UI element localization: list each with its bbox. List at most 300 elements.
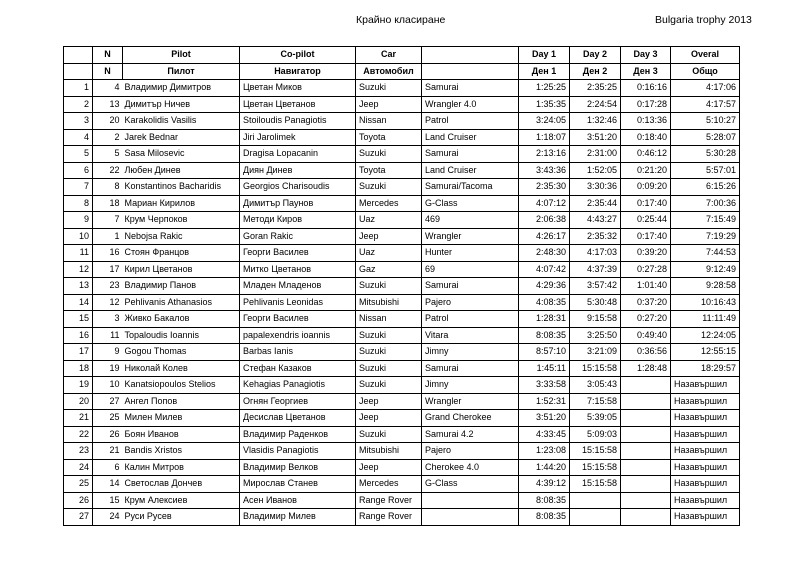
cell-car-make: Range Rover — [356, 509, 422, 526]
cell-pilot: Живко Бакалов — [123, 311, 240, 328]
cell-day2: 3:30:36 — [570, 179, 621, 196]
cell-day1: 4:39:12 — [519, 476, 570, 493]
cell-copilot: papalexendris ioannis — [240, 327, 356, 344]
cell-copilot: Goran Rakic — [240, 228, 356, 245]
cell-day1: 4:29:36 — [519, 278, 570, 295]
cell-car-make: Uaz — [356, 212, 422, 229]
cell-day2: 3:21:09 — [570, 344, 621, 361]
header-model — [422, 47, 519, 64]
cell-day2: 5:39:05 — [570, 410, 621, 427]
cell-car-model: 69 — [422, 261, 519, 278]
cell-pilot: Любен Динев — [123, 162, 240, 179]
cell-position: 23 — [64, 443, 93, 460]
cell-overall: Назавършил — [671, 377, 740, 394]
cell-copilot: Стефан Казаков — [240, 360, 356, 377]
cell-overall: 12:55:15 — [671, 344, 740, 361]
header-day2-bg: Ден 2 — [570, 63, 621, 80]
cell-car-model: Samurai — [422, 278, 519, 295]
cell-car-model: Wrangler — [422, 393, 519, 410]
table-row — [64, 410, 740, 427]
cell-car-model: Patrol — [422, 311, 519, 328]
table-row — [64, 377, 740, 394]
cell-day3: 1:01:40 — [621, 278, 671, 295]
cell-number: 26 — [93, 426, 123, 443]
cell-number: 11 — [93, 327, 123, 344]
cell-day1: 2:48:30 — [519, 245, 570, 262]
cell-overall: 7:15:49 — [671, 212, 740, 229]
cell-day2: 15:15:58 — [570, 443, 621, 460]
cell-car-make: Uaz — [356, 245, 422, 262]
cell-day2: 9:15:58 — [570, 311, 621, 328]
cell-overall: 18:29:57 — [671, 360, 740, 377]
cell-day3: 0:36:56 — [621, 344, 671, 361]
cell-car-make: Suzuki — [356, 146, 422, 163]
cell-number: 12 — [93, 294, 123, 311]
cell-number: 4 — [93, 80, 123, 97]
cell-day1: 3:24:05 — [519, 113, 570, 130]
cell-car-model: Samurai/Tacoma — [422, 179, 519, 196]
header-day3: Day 3 — [621, 47, 671, 64]
cell-pilot: Николай Колев — [123, 360, 240, 377]
cell-copilot: Владимир Раденков — [240, 426, 356, 443]
cell-day2: 3:51:20 — [570, 129, 621, 146]
cell-copilot: Barbas Ianis — [240, 344, 356, 361]
cell-day3 — [621, 410, 671, 427]
cell-car-model: Samurai — [422, 80, 519, 97]
cell-overall: Назавършил — [671, 459, 740, 476]
cell-day2: 4:17:03 — [570, 245, 621, 262]
cell-car-make: Nissan — [356, 113, 422, 130]
cell-number: 5 — [93, 146, 123, 163]
header-day1: Day 1 — [519, 47, 570, 64]
cell-car-model: Samurai — [422, 360, 519, 377]
cell-car-make: Jeep — [356, 96, 422, 113]
cell-day1: 4:07:42 — [519, 261, 570, 278]
cell-day1: 3:33:58 — [519, 377, 570, 394]
cell-car-model: Hunter — [422, 245, 519, 262]
table-row — [64, 129, 740, 146]
cell-position: 22 — [64, 426, 93, 443]
table-row — [64, 509, 740, 526]
cell-day3: 0:39:20 — [621, 245, 671, 262]
cell-day1: 2:06:38 — [519, 212, 570, 229]
cell-day3: 0:25:44 — [621, 212, 671, 229]
cell-pilot: Кирил Цветанов — [123, 261, 240, 278]
table-row — [64, 261, 740, 278]
cell-pilot: Nebojsa Rakic — [123, 228, 240, 245]
cell-number: 15 — [93, 492, 123, 509]
cell-car-model: G-Class — [422, 476, 519, 493]
table-row — [64, 80, 740, 97]
cell-number: 20 — [93, 113, 123, 130]
cell-pilot: Калин Митров — [123, 459, 240, 476]
cell-pilot: Sasa Milosevic — [123, 146, 240, 163]
table-row — [64, 476, 740, 493]
table-row — [64, 162, 740, 179]
table-row — [64, 443, 740, 460]
cell-day1: 1:23:08 — [519, 443, 570, 460]
cell-car-make: Suzuki — [356, 360, 422, 377]
cell-overall: Назавършил — [671, 509, 740, 526]
cell-car-make: Suzuki — [356, 278, 422, 295]
cell-number: 22 — [93, 162, 123, 179]
table-row — [64, 195, 740, 212]
cell-day2: 15:15:58 — [570, 476, 621, 493]
page-title: Крайно класиране — [356, 14, 446, 26]
cell-day2: 2:35:44 — [570, 195, 621, 212]
cell-position: 9 — [64, 212, 93, 229]
cell-pilot: Боян Иванов — [123, 426, 240, 443]
cell-pilot: Владимир Димитров — [123, 80, 240, 97]
cell-day1: 4:08:35 — [519, 294, 570, 311]
cell-overall: 5:28:07 — [671, 129, 740, 146]
header-overall: Overal — [671, 47, 740, 64]
cell-number: 1 — [93, 228, 123, 245]
cell-day1: 3:43:36 — [519, 162, 570, 179]
table-row — [64, 327, 740, 344]
cell-position: 5 — [64, 146, 93, 163]
cell-day2 — [570, 509, 621, 526]
cell-car-make: Toyota — [356, 162, 422, 179]
cell-number: 8 — [93, 179, 123, 196]
cell-pilot: Jarek Bednar — [123, 129, 240, 146]
cell-car-make: Gaz — [356, 261, 422, 278]
cell-car-model: Wrangler — [422, 228, 519, 245]
cell-copilot: Диян Динев — [240, 162, 356, 179]
cell-day3 — [621, 377, 671, 394]
header-n: N — [93, 47, 123, 64]
cell-day2: 7:15:58 — [570, 393, 621, 410]
cell-copilot: Владимир Милев — [240, 509, 356, 526]
cell-overall: 9:28:58 — [671, 278, 740, 295]
cell-car-model: Patrol — [422, 113, 519, 130]
cell-pilot: Мариан Кирилов — [123, 195, 240, 212]
cell-day3 — [621, 476, 671, 493]
cell-overall: 11:11:49 — [671, 311, 740, 328]
cell-car-model: Samurai — [422, 146, 519, 163]
cell-day3: 0:49:40 — [621, 327, 671, 344]
cell-copilot: Владимир Велков — [240, 459, 356, 476]
cell-car-make: Suzuki — [356, 426, 422, 443]
cell-day2: 4:43:27 — [570, 212, 621, 229]
table-row — [64, 228, 740, 245]
table-row — [64, 278, 740, 295]
cell-day1: 8:08:35 — [519, 327, 570, 344]
cell-position: 21 — [64, 410, 93, 427]
header-day3-bg: Ден 3 — [621, 63, 671, 80]
cell-day3: 1:28:48 — [621, 360, 671, 377]
cell-number: 10 — [93, 377, 123, 394]
cell-car-make: Suzuki — [356, 80, 422, 97]
cell-day1: 8:08:35 — [519, 509, 570, 526]
table-row — [64, 179, 740, 196]
cell-pilot: Крум Черпоков — [123, 212, 240, 229]
table-row — [64, 245, 740, 262]
cell-day3: 0:17:28 — [621, 96, 671, 113]
cell-car-make: Jeep — [356, 410, 422, 427]
header-day1-bg: Ден 1 — [519, 63, 570, 80]
cell-day2: 3:25:50 — [570, 327, 621, 344]
header-copilot-bg: Навигатор — [240, 63, 356, 80]
cell-pilot: Bandis Xristos — [123, 443, 240, 460]
cell-overall: 9:12:49 — [671, 261, 740, 278]
cell-copilot: Димитър Паунов — [240, 195, 356, 212]
cell-day2: 2:24:54 — [570, 96, 621, 113]
header-n-bg: N — [93, 63, 123, 80]
cell-pilot: Pehlivanis Athanasios — [123, 294, 240, 311]
cell-pilot: Topaloudis Ioannis — [123, 327, 240, 344]
cell-pilot: Димитър Ничев — [123, 96, 240, 113]
table-row — [64, 113, 740, 130]
cell-day2: 2:35:25 — [570, 80, 621, 97]
cell-day1: 8:57:10 — [519, 344, 570, 361]
cell-car-make: Mitsubishi — [356, 443, 422, 460]
cell-position: 15 — [64, 311, 93, 328]
header-copilot: Co-pilot — [240, 47, 356, 64]
cell-pilot: Konstantinos Bacharidis — [123, 179, 240, 196]
cell-pilot: Kanatsiopoulos Stelios — [123, 377, 240, 394]
cell-day2: 5:30:48 — [570, 294, 621, 311]
cell-day1: 4:07:12 — [519, 195, 570, 212]
cell-position: 24 — [64, 459, 93, 476]
table-row — [64, 294, 740, 311]
cell-overall: Назавършил — [671, 426, 740, 443]
cell-day2: 15:15:58 — [570, 360, 621, 377]
cell-day3: 0:27:20 — [621, 311, 671, 328]
cell-overall: 4:17:06 — [671, 80, 740, 97]
cell-car-make: Jeep — [356, 228, 422, 245]
cell-day2: 3:57:42 — [570, 278, 621, 295]
cell-position: 18 — [64, 360, 93, 377]
cell-position: 7 — [64, 179, 93, 196]
cell-day1: 1:45:11 — [519, 360, 570, 377]
cell-car-make: Suzuki — [356, 327, 422, 344]
cell-day3: 0:27:28 — [621, 261, 671, 278]
cell-car-make: Range Rover — [356, 492, 422, 509]
header-model-bg — [422, 63, 519, 80]
cell-position: 4 — [64, 129, 93, 146]
table-row — [64, 393, 740, 410]
cell-car-model: Cherokee 4.0 — [422, 459, 519, 476]
cell-copilot: Асен Иванов — [240, 492, 356, 509]
cell-car-make: Suzuki — [356, 179, 422, 196]
cell-position: 19 — [64, 377, 93, 394]
cell-day2: 1:32:46 — [570, 113, 621, 130]
cell-pilot: Стоян Францов — [123, 245, 240, 262]
cell-position: 26 — [64, 492, 93, 509]
cell-day1: 2:35:30 — [519, 179, 570, 196]
cell-overall: 12:24:05 — [671, 327, 740, 344]
cell-position: 1 — [64, 80, 93, 97]
cell-car-make: Jeep — [356, 393, 422, 410]
cell-car-model: Wrangler 4.0 — [422, 96, 519, 113]
cell-day1: 4:33:45 — [519, 426, 570, 443]
cell-copilot: Георги Василев — [240, 245, 356, 262]
cell-copilot: Методи Киров — [240, 212, 356, 229]
cell-pilot: Светослав Дончев — [123, 476, 240, 493]
cell-pilot: Владимир Панов — [123, 278, 240, 295]
table-row — [64, 426, 740, 443]
header-pos — [64, 47, 93, 64]
cell-copilot: Kehagias Panagiotis — [240, 377, 356, 394]
cell-car-make: Mitsubishi — [356, 294, 422, 311]
cell-car-model: G-Class — [422, 195, 519, 212]
cell-car-model — [422, 492, 519, 509]
cell-number: 23 — [93, 278, 123, 295]
cell-day1: 1:35:35 — [519, 96, 570, 113]
cell-overall: 5:57:01 — [671, 162, 740, 179]
cell-car-model: 469 — [422, 212, 519, 229]
cell-day1: 4:26:17 — [519, 228, 570, 245]
cell-overall: Назавършил — [671, 410, 740, 427]
cell-pilot: Karakolidis Vasilis — [123, 113, 240, 130]
cell-day2: 5:09:03 — [570, 426, 621, 443]
event-title: Bulgaria trophy 2013 — [655, 14, 752, 26]
cell-number: 19 — [93, 360, 123, 377]
cell-number: 17 — [93, 261, 123, 278]
cell-overall: Назавършил — [671, 476, 740, 493]
cell-day3: 0:37:20 — [621, 294, 671, 311]
cell-copilot: Jiri Jarolimek — [240, 129, 356, 146]
cell-day1: 2:13:16 — [519, 146, 570, 163]
cell-overall: 10:16:43 — [671, 294, 740, 311]
cell-position: 25 — [64, 476, 93, 493]
cell-number: 18 — [93, 195, 123, 212]
cell-copilot: Vlasidis Panagiotis — [240, 443, 356, 460]
cell-day2: 3:05:43 — [570, 377, 621, 394]
cell-day3 — [621, 509, 671, 526]
cell-position: 13 — [64, 278, 93, 295]
cell-car-make: Toyota — [356, 129, 422, 146]
header-pilot: Pilot — [123, 47, 240, 64]
cell-car-model: Vitara — [422, 327, 519, 344]
cell-car-make: Mercedes — [356, 476, 422, 493]
cell-pilot: Милен Милев — [123, 410, 240, 427]
header-car-bg: Автомобил — [356, 63, 422, 80]
cell-position: 3 — [64, 113, 93, 130]
table-row — [64, 212, 740, 229]
cell-car-model: Grand Cherokee — [422, 410, 519, 427]
cell-position: 27 — [64, 509, 93, 526]
cell-number: 3 — [93, 311, 123, 328]
cell-day1: 1:44:20 — [519, 459, 570, 476]
cell-day1: 8:08:35 — [519, 492, 570, 509]
cell-position: 10 — [64, 228, 93, 245]
cell-day3: 0:46:12 — [621, 146, 671, 163]
cell-day3: 0:13:36 — [621, 113, 671, 130]
cell-car-make: Nissan — [356, 311, 422, 328]
table-row — [64, 311, 740, 328]
cell-overall: 7:00:36 — [671, 195, 740, 212]
cell-copilot: Dragisa Lopacanin — [240, 146, 356, 163]
table-row — [64, 96, 740, 113]
cell-day1: 1:28:31 — [519, 311, 570, 328]
cell-pilot: Руси Русев — [123, 509, 240, 526]
cell-day3: 0:17:40 — [621, 195, 671, 212]
cell-car-model: Land Cruiser — [422, 129, 519, 146]
cell-car-model: Jimny — [422, 344, 519, 361]
cell-day2 — [570, 492, 621, 509]
cell-day1: 1:18:07 — [519, 129, 570, 146]
header-day2: Day 2 — [570, 47, 621, 64]
cell-number: 27 — [93, 393, 123, 410]
cell-position: 14 — [64, 294, 93, 311]
cell-overall: Назавършил — [671, 443, 740, 460]
cell-number: 13 — [93, 96, 123, 113]
cell-number: 2 — [93, 129, 123, 146]
cell-day2: 4:37:39 — [570, 261, 621, 278]
cell-copilot: Georgios Charisoudis — [240, 179, 356, 196]
cell-car-make: Suzuki — [356, 344, 422, 361]
cell-position: 16 — [64, 327, 93, 344]
cell-number: 9 — [93, 344, 123, 361]
cell-copilot: Младен Младенов — [240, 278, 356, 295]
table-row — [64, 492, 740, 509]
table-row — [64, 344, 740, 361]
cell-copilot: Георги Василев — [240, 311, 356, 328]
cell-position: 12 — [64, 261, 93, 278]
cell-day3: 0:16:16 — [621, 80, 671, 97]
cell-number: 6 — [93, 459, 123, 476]
cell-number: 14 — [93, 476, 123, 493]
cell-day2: 2:31:00 — [570, 146, 621, 163]
cell-number: 7 — [93, 212, 123, 229]
cell-car-model: Pajero — [422, 294, 519, 311]
cell-day2: 15:15:58 — [570, 459, 621, 476]
cell-car-model: Land Cruiser — [422, 162, 519, 179]
cell-copilot: Stoiloudis Panagiotis — [240, 113, 356, 130]
cell-position: 20 — [64, 393, 93, 410]
cell-copilot: Цветан Цветанов — [240, 96, 356, 113]
cell-car-model — [422, 509, 519, 526]
cell-copilot: Pehlivanis Leonidas — [240, 294, 356, 311]
header-pos-bg — [64, 63, 93, 80]
header-row-en — [64, 47, 740, 64]
table-row — [64, 459, 740, 476]
header-row-bg — [64, 63, 740, 80]
cell-car-model: Pajero — [422, 443, 519, 460]
cell-day3 — [621, 459, 671, 476]
cell-copilot: Десислав Цветанов — [240, 410, 356, 427]
results-table — [63, 46, 740, 526]
cell-number: 24 — [93, 509, 123, 526]
cell-pilot: Ангел Попов — [123, 393, 240, 410]
cell-number: 16 — [93, 245, 123, 262]
cell-day3 — [621, 443, 671, 460]
cell-number: 25 — [93, 410, 123, 427]
cell-day3: 0:21:20 — [621, 162, 671, 179]
cell-car-make: Jeep — [356, 459, 422, 476]
cell-day2: 2:35:32 — [570, 228, 621, 245]
cell-position: 2 — [64, 96, 93, 113]
cell-day3: 0:09:20 — [621, 179, 671, 196]
cell-overall: Назавършил — [671, 492, 740, 509]
cell-car-make: Mercedes — [356, 195, 422, 212]
cell-overall: 7:19:29 — [671, 228, 740, 245]
cell-overall: Назавършил — [671, 393, 740, 410]
table-row — [64, 146, 740, 163]
cell-car-model: Jimny — [422, 377, 519, 394]
cell-pilot: Крум Алексиев — [123, 492, 240, 509]
cell-position: 17 — [64, 344, 93, 361]
cell-day3 — [621, 492, 671, 509]
cell-overall: 5:10:27 — [671, 113, 740, 130]
cell-car-make: Suzuki — [356, 377, 422, 394]
cell-day1: 3:51:20 — [519, 410, 570, 427]
cell-day3 — [621, 426, 671, 443]
cell-day3: 0:18:40 — [621, 129, 671, 146]
cell-car-model: Samurai 4.2 — [422, 426, 519, 443]
